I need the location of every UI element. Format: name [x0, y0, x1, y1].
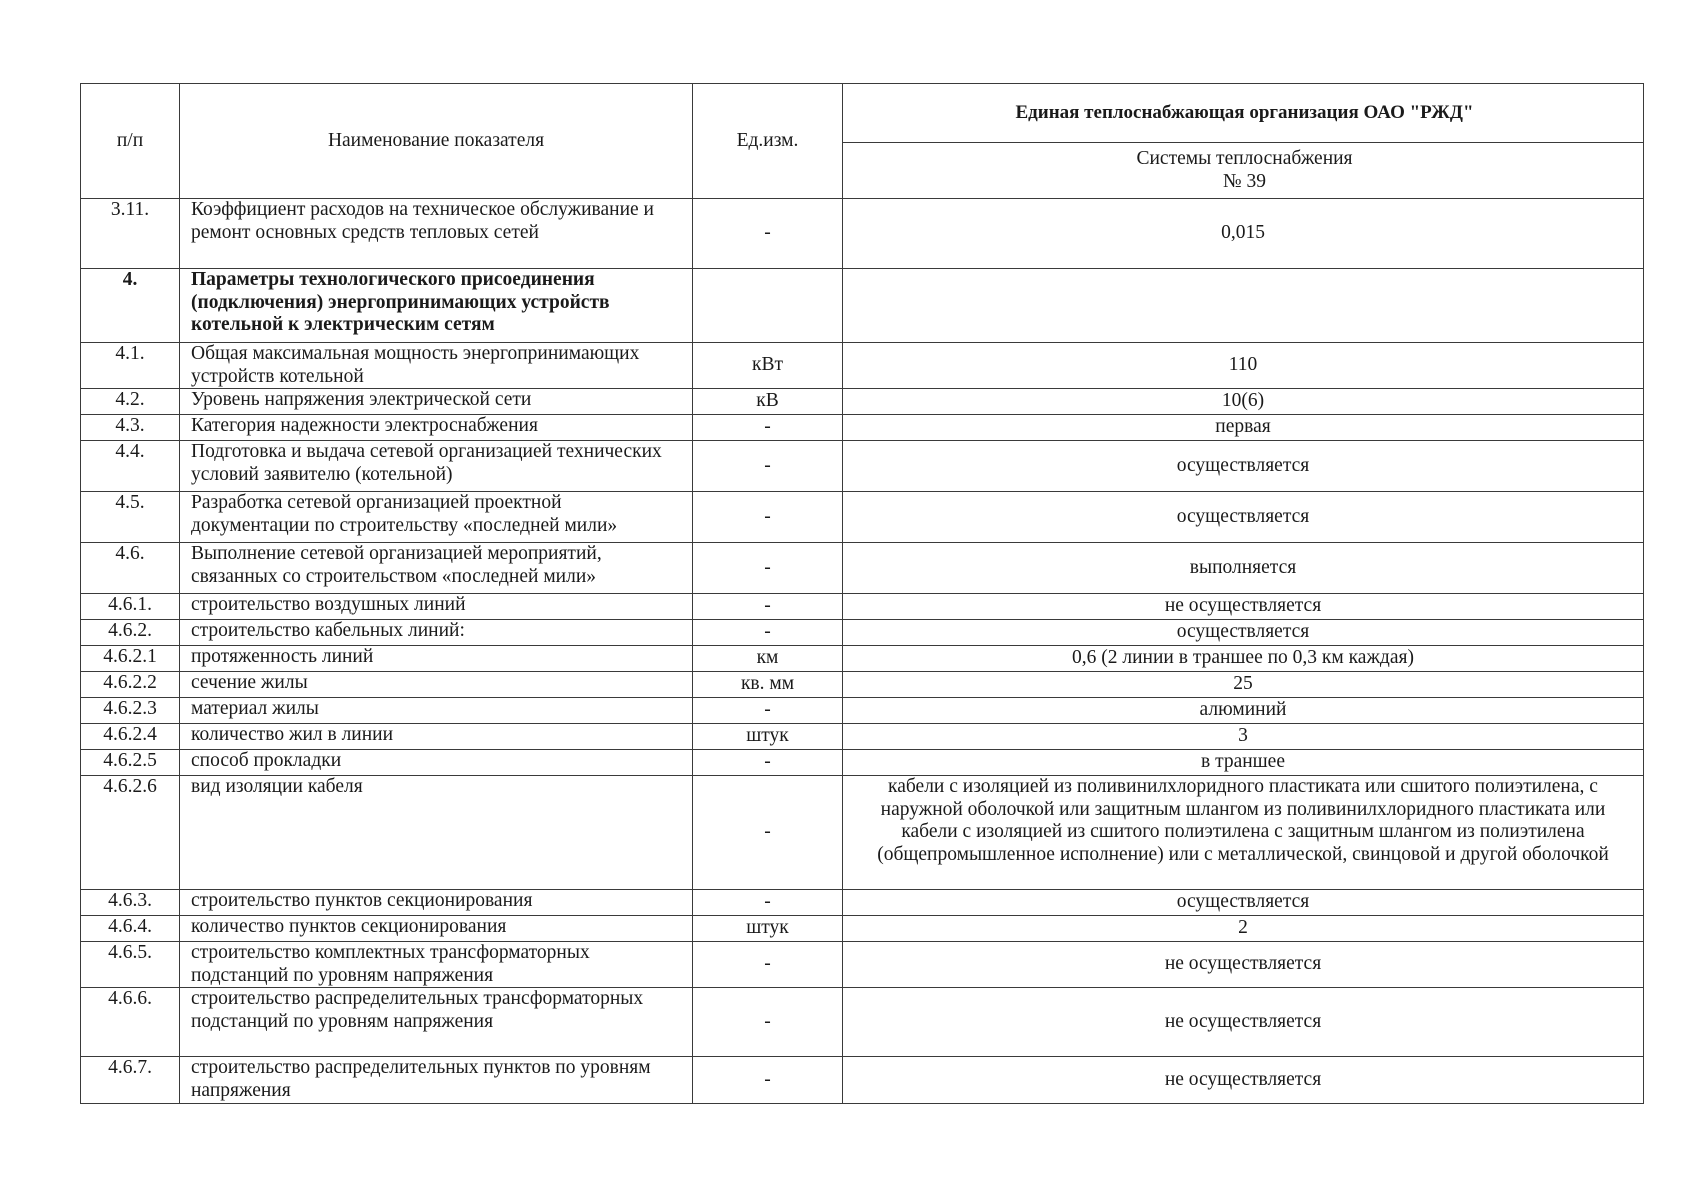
header-name: Наименование показателя — [180, 84, 693, 199]
row-name: Подготовка и выдача сетевой организацией технических условий заявителю (котельной) — [180, 441, 693, 492]
row-num: 4.6.6. — [81, 988, 180, 1057]
row-name: Параметры технологического присоединения (подключения) энергопринимающих устройств котельной к электрическим сетям — [180, 269, 693, 343]
row-unit: км — [693, 646, 843, 672]
row-name: строительство комплектных трансформаторных подстанций по уровням напряжения — [180, 942, 693, 988]
row-name: количество пунктов секционирования — [180, 916, 693, 942]
row-name: строительство распределительных трансформаторных подстанций по уровням напряжения — [180, 988, 693, 1057]
row-value: не осуществляется — [843, 1057, 1644, 1104]
row-value: осуществляется — [843, 620, 1644, 646]
row-unit: - — [693, 543, 843, 594]
document-page — [80, 83, 1644, 1104]
table-row — [81, 776, 1644, 890]
table-row — [81, 343, 1644, 389]
indicators-table — [80, 83, 1644, 1104]
row-num: 4.6.4. — [81, 916, 180, 942]
row-num: 4.2. — [81, 389, 180, 415]
row-unit: - — [693, 1057, 843, 1104]
row-value: осуществляется — [843, 890, 1644, 916]
row-name: Выполнение сетевой организацией мероприятий, связанных со строительством «последней мили» — [180, 543, 693, 594]
row-num: 4.6.5. — [81, 942, 180, 988]
row-value: кабели с изоляцией из поливинилхлоридного пластиката или сшитого полиэтилена, с наружной оболочкой или защитным шлангом из поливинилхлоридного пластиката или кабели с изоляцией из сшитого полиэтилена с защитным шлангом из полиэтилена (общепромышленное исполнение) или с металлической, свинцовой и другой оболочкой — [843, 776, 1644, 890]
table-row — [81, 698, 1644, 724]
table-row — [81, 942, 1644, 988]
row-num: 4.6.7. — [81, 1057, 180, 1104]
row-value: не осуществляется — [843, 942, 1644, 988]
row-value: в траншее — [843, 750, 1644, 776]
row-name: Общая максимальная мощность энергопринимающих устройств котельной — [180, 343, 693, 389]
table-row — [81, 594, 1644, 620]
row-unit: - — [693, 199, 843, 269]
row-value: первая — [843, 415, 1644, 441]
row-value: 0,6 (2 линии в траншее по 0,3 км каждая) — [843, 646, 1644, 672]
row-name: строительство кабельных линий: — [180, 620, 693, 646]
row-name: строительство пунктов секционирования — [180, 890, 693, 916]
row-value: алюминий — [843, 698, 1644, 724]
row-value: не осуществляется — [843, 988, 1644, 1057]
row-name: вид изоляции кабеля — [180, 776, 693, 890]
row-num: 4.6.2.6 — [81, 776, 180, 890]
table-row — [81, 620, 1644, 646]
table-row — [81, 1057, 1644, 1104]
row-name: Разработка сетевой организацией проектной документации по строительству «последней мили» — [180, 492, 693, 543]
row-name: материал жилы — [180, 698, 693, 724]
header-unit: Ед.изм. — [693, 84, 843, 199]
row-name: строительство воздушных линий — [180, 594, 693, 620]
row-unit: - — [693, 988, 843, 1057]
row-unit — [693, 269, 843, 343]
row-unit: - — [693, 890, 843, 916]
row-name: сечение жилы — [180, 672, 693, 698]
row-value: 10(6) — [843, 389, 1644, 415]
row-unit: - — [693, 942, 843, 988]
table-row — [81, 724, 1644, 750]
row-num: 4.6.2.3 — [81, 698, 180, 724]
row-num: 4. — [81, 269, 180, 343]
row-name: протяженность линий — [180, 646, 693, 672]
row-name: количество жил в линии — [180, 724, 693, 750]
table-row — [81, 492, 1644, 543]
row-value: 25 — [843, 672, 1644, 698]
row-unit: кВт — [693, 343, 843, 389]
row-num: 4.1. — [81, 343, 180, 389]
row-num: 4.6.2.1 — [81, 646, 180, 672]
row-name: способ прокладки — [180, 750, 693, 776]
row-unit: штук — [693, 916, 843, 942]
row-num: 4.6.2.4 — [81, 724, 180, 750]
header-row — [81, 84, 1644, 143]
row-unit: - — [693, 620, 843, 646]
row-value — [843, 269, 1644, 343]
table-row — [81, 672, 1644, 698]
row-num: 3.11. — [81, 199, 180, 269]
header-org: Единая теплоснабжающая организация ОАО "РЖД" — [843, 84, 1644, 143]
row-num: 4.6. — [81, 543, 180, 594]
table-row-section — [81, 269, 1644, 343]
row-num: 4.6.2. — [81, 620, 180, 646]
row-value: 0,015 — [843, 199, 1644, 269]
row-num: 4.4. — [81, 441, 180, 492]
table-row — [81, 415, 1644, 441]
row-unit: - — [693, 750, 843, 776]
row-name: строительство распределительных пунктов по уровням напряжения — [180, 1057, 693, 1104]
row-unit: кв. мм — [693, 672, 843, 698]
row-value: 2 — [843, 916, 1644, 942]
table-row — [81, 543, 1644, 594]
row-name: Категория надежности электроснабжения — [180, 415, 693, 441]
table-row — [81, 646, 1644, 672]
table-row — [81, 441, 1644, 492]
row-unit: - — [693, 776, 843, 890]
row-name: Коэффициент расходов на техническое обслуживание и ремонт основных средств тепловых сетей — [180, 199, 693, 269]
header-system: Системы теплоснабжения № 39 — [843, 143, 1644, 199]
row-value: 110 — [843, 343, 1644, 389]
row-unit: - — [693, 415, 843, 441]
row-num: 4.5. — [81, 492, 180, 543]
table-row — [81, 988, 1644, 1057]
table-row — [81, 890, 1644, 916]
row-unit: - — [693, 698, 843, 724]
row-num: 4.6.2.5 — [81, 750, 180, 776]
row-value: осуществляется — [843, 441, 1644, 492]
row-unit: - — [693, 492, 843, 543]
row-name: Уровень напряжения электрической сети — [180, 389, 693, 415]
table-row — [81, 389, 1644, 415]
table-row — [81, 916, 1644, 942]
row-unit: штук — [693, 724, 843, 750]
row-num: 4.6.1. — [81, 594, 180, 620]
row-num: 4.6.2.2 — [81, 672, 180, 698]
row-num: 4.3. — [81, 415, 180, 441]
row-value: 3 — [843, 724, 1644, 750]
row-num: 4.6.3. — [81, 890, 180, 916]
row-unit: - — [693, 441, 843, 492]
row-value: осуществляется — [843, 492, 1644, 543]
table-row — [81, 199, 1644, 269]
row-value: не осуществляется — [843, 594, 1644, 620]
row-unit: кВ — [693, 389, 843, 415]
table-row — [81, 750, 1644, 776]
header-num: п/п — [81, 84, 180, 199]
row-unit: - — [693, 594, 843, 620]
row-value: выполняется — [843, 543, 1644, 594]
